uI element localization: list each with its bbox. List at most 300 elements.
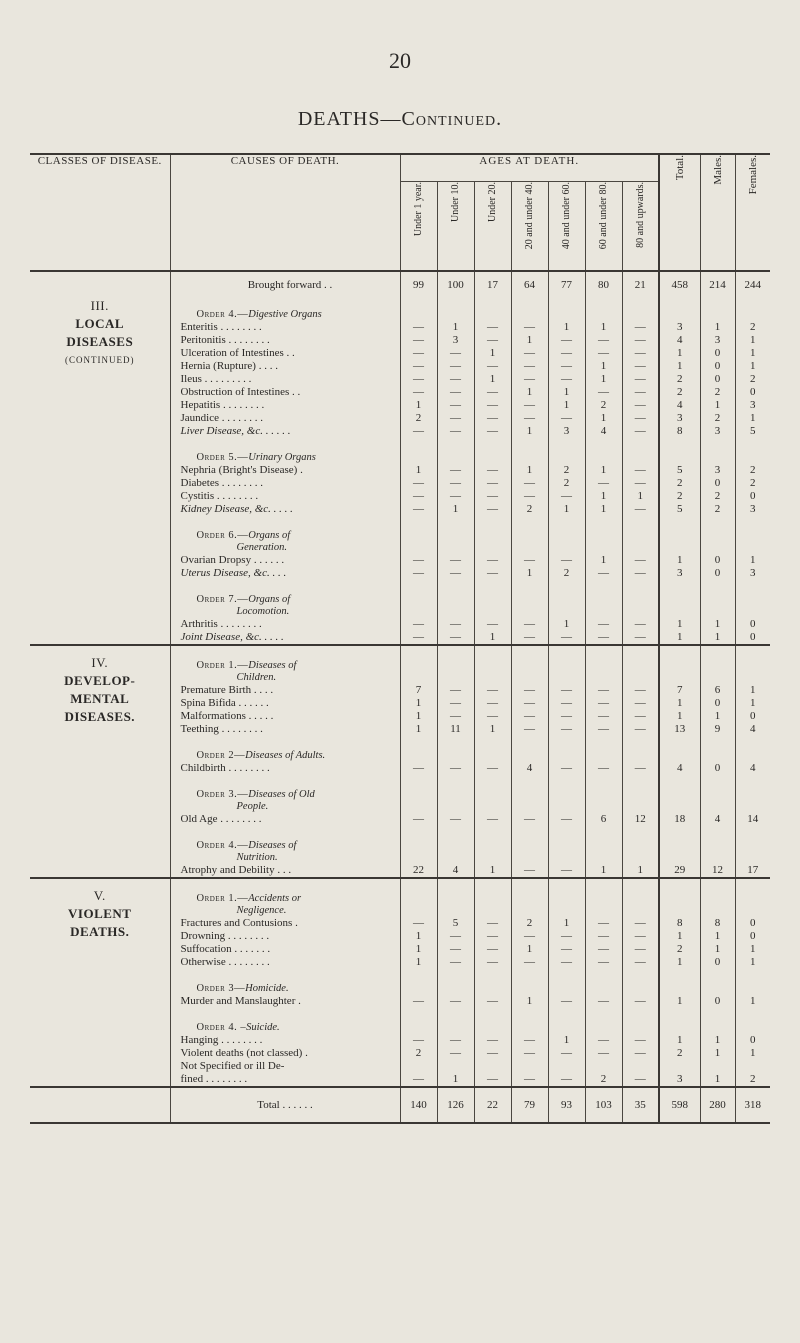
cause-of-death	[170, 631, 400, 645]
order-heading	[170, 516, 400, 554]
table-cell: —	[622, 930, 659, 943]
empty-cell	[511, 645, 548, 684]
class-numeral: III.	[90, 298, 109, 313]
page-title	[0, 108, 800, 131]
deaths-table	[30, 153, 770, 1124]
empty-cell	[400, 878, 437, 917]
table-cell: —	[437, 631, 474, 645]
table-cell: 1	[700, 710, 735, 723]
table-cell: 1	[548, 1034, 585, 1047]
header-causes: CAUSES OF DEATH.	[170, 154, 400, 271]
empty-cell	[511, 516, 548, 554]
table-cell: —	[622, 995, 659, 1008]
header-females	[735, 154, 770, 271]
table-cell: —	[511, 373, 548, 386]
table-cell: 0	[735, 631, 770, 645]
cause-of-death	[170, 930, 400, 943]
table-cell: 4	[659, 334, 700, 347]
table-cell: 2	[585, 399, 622, 412]
table-cell: 1	[585, 554, 622, 567]
empty-cell	[735, 580, 770, 618]
header-age-label: 80 and upwards.	[634, 182, 646, 248]
empty-cell	[659, 645, 700, 684]
table-cell: —	[511, 347, 548, 360]
order-name-cont: Generation.	[236, 542, 287, 553]
table-cell: 2	[548, 477, 585, 490]
order-number: Order 2—	[196, 750, 246, 761]
cause-of-death	[170, 956, 400, 969]
table-cell: 1	[659, 697, 700, 710]
empty-cell	[511, 736, 548, 762]
cause-of-death	[170, 864, 400, 878]
empty-cell	[659, 295, 700, 321]
table-cell: 1	[548, 399, 585, 412]
table-cell: 4	[700, 813, 735, 826]
cause-of-death	[170, 1047, 400, 1060]
table-cell: —	[585, 386, 622, 399]
empty-cell	[622, 969, 659, 995]
empty-cell	[548, 516, 585, 554]
brought-forward-row	[30, 271, 770, 295]
empty-cell	[437, 826, 474, 864]
empty-cell	[735, 516, 770, 554]
table-cell: 7	[400, 684, 437, 697]
table-cell: 0	[700, 995, 735, 1008]
empty-cell	[548, 878, 585, 917]
table-cell: 1	[548, 321, 585, 334]
table-cell: —	[548, 930, 585, 943]
header-females-text: Females.	[746, 155, 759, 195]
table-cell: —	[474, 995, 511, 1008]
table-cell: —	[474, 710, 511, 723]
table-cell: 1	[474, 373, 511, 386]
class-name-line: DEATHS.	[70, 924, 130, 939]
table-cell: 8	[659, 425, 700, 438]
table-cell: 29	[659, 864, 700, 878]
table-cell: 1	[400, 697, 437, 710]
table-cell: —	[622, 425, 659, 438]
table-cell: —	[474, 1034, 511, 1047]
cause-label: Diabetes . . . . . . . .	[180, 477, 263, 489]
table-cell: —	[474, 930, 511, 943]
empty-cell	[622, 736, 659, 762]
cause-of-death	[170, 321, 400, 334]
table-cell: 3	[735, 567, 770, 580]
header-age-col	[585, 182, 622, 272]
total-cell: 140	[400, 1087, 437, 1123]
header-age-col	[400, 182, 437, 272]
cause-of-death	[170, 386, 400, 399]
table-cell: 1	[511, 464, 548, 477]
order-number: Order 7.—	[196, 594, 249, 605]
table-cell: —	[585, 995, 622, 1008]
table-cell: —	[511, 1047, 548, 1060]
empty-cell	[700, 969, 735, 995]
empty-cell	[735, 1008, 770, 1034]
table-cell: —	[511, 710, 548, 723]
empty-cell	[437, 878, 474, 917]
table-cell: 2	[700, 490, 735, 503]
title-main: DEATHS—	[297, 108, 402, 130]
empty-cell	[700, 438, 735, 464]
page-number: 20	[389, 48, 411, 73]
table-cell: —	[437, 943, 474, 956]
table-cell: 1	[474, 631, 511, 645]
table-cell: —	[437, 399, 474, 412]
table-cell: 2	[548, 567, 585, 580]
table-cell: 2	[700, 386, 735, 399]
table-cell: 1	[700, 1034, 735, 1047]
empty-cell	[659, 969, 700, 995]
table-cell: —	[400, 1034, 437, 1047]
table-cell: 1	[548, 917, 585, 930]
empty-cell	[474, 826, 511, 864]
table-cell: 1	[511, 386, 548, 399]
table-cell: 1	[659, 347, 700, 360]
table-cell: —	[474, 334, 511, 347]
table-cell	[735, 1060, 770, 1073]
table-cell: —	[622, 347, 659, 360]
table-cell: 4	[735, 723, 770, 736]
cause-label: Enteritis . . . . . . . .	[180, 321, 262, 333]
empty-cell	[585, 1008, 622, 1034]
cause-label: Peritonitis . . . . . . . .	[180, 334, 270, 346]
empty-cell	[735, 878, 770, 917]
table-cell: 3	[735, 399, 770, 412]
table-cell: —	[511, 321, 548, 334]
table-cell: —	[622, 723, 659, 736]
table-cell: 1	[735, 943, 770, 956]
table-cell: —	[548, 347, 585, 360]
empty-cell	[437, 438, 474, 464]
empty-cell	[700, 775, 735, 813]
table-cell: —	[400, 503, 437, 516]
table-cell: —	[622, 943, 659, 956]
table-cell: —	[474, 477, 511, 490]
cause-of-death	[170, 490, 400, 503]
order-number: Order 3—	[196, 983, 246, 994]
class-sub: (CONTINUED)	[65, 355, 135, 365]
cause-label: Uterus Disease, &c. . . .	[180, 567, 287, 579]
table-cell: —	[400, 1073, 437, 1087]
table-cell: —	[511, 477, 548, 490]
table-cell: —	[400, 631, 437, 645]
table-cell: 1	[511, 995, 548, 1008]
table-cell: —	[437, 360, 474, 373]
empty-cell	[585, 580, 622, 618]
order-number: Order 4.—	[196, 309, 249, 320]
table-cell: —	[585, 762, 622, 775]
table-cell: 1	[735, 412, 770, 425]
empty-cell	[474, 438, 511, 464]
table-cell: 6	[700, 684, 735, 697]
table-cell: 1	[659, 995, 700, 1008]
table-cell: —	[437, 710, 474, 723]
table-cell: 1	[437, 321, 474, 334]
table-cell: 2	[659, 386, 700, 399]
table-cell: —	[622, 684, 659, 697]
table-cell: 1	[474, 864, 511, 878]
empty-cell	[511, 580, 548, 618]
class-name-line: MENTAL	[70, 691, 130, 706]
empty-cell	[622, 826, 659, 864]
table-cell: —	[474, 386, 511, 399]
table-cell: 2	[735, 1073, 770, 1087]
cause-of-death	[170, 412, 400, 425]
table-cell: —	[437, 386, 474, 399]
table-cell: —	[585, 684, 622, 697]
table-cell: 8	[700, 917, 735, 930]
header-age-col	[474, 182, 511, 272]
table-cell: 80	[585, 271, 622, 295]
cause-label: Joint Disease, &c. . . . .	[180, 631, 284, 643]
table-cell: 1	[585, 412, 622, 425]
table-cell: 1	[511, 943, 548, 956]
table-cell: —	[474, 360, 511, 373]
table-cell: —	[548, 490, 585, 503]
table-cell: —	[437, 477, 474, 490]
empty-cell	[700, 645, 735, 684]
cause-of-death	[170, 1034, 400, 1047]
table-cell: 4	[659, 762, 700, 775]
table-cell: 3	[659, 321, 700, 334]
table-cell: 0	[700, 697, 735, 710]
table-cell: 2	[700, 412, 735, 425]
empty-cell	[622, 438, 659, 464]
table-cell: —	[400, 490, 437, 503]
table-cell: 2	[511, 503, 548, 516]
cause-label: Liver Disease, &c. . . . . .	[180, 425, 291, 437]
table-cell: —	[474, 321, 511, 334]
table-cell: 100	[437, 271, 474, 295]
cause-label: Cystitis . . . . . . . .	[180, 490, 259, 502]
table-cell: —	[622, 386, 659, 399]
cause-label: Hanging . . . . . . . .	[180, 1034, 263, 1046]
table-cell: —	[437, 813, 474, 826]
total-cell: 35	[622, 1087, 659, 1123]
table-cell: —	[437, 567, 474, 580]
table-cell: —	[474, 813, 511, 826]
cause-of-death	[170, 554, 400, 567]
empty-cell	[474, 878, 511, 917]
empty-cell	[585, 736, 622, 762]
order-name: Diseases of	[248, 660, 297, 671]
class-of-disease	[30, 295, 170, 645]
cause-label: Childbirth . . . . . . . .	[180, 762, 270, 774]
order-heading	[170, 969, 400, 995]
cause-of-death	[170, 762, 400, 775]
empty-cell	[622, 1008, 659, 1034]
empty-cell	[548, 826, 585, 864]
empty-cell	[585, 295, 622, 321]
class-cell	[30, 271, 170, 295]
order-heading	[170, 295, 400, 321]
total-row	[30, 1087, 770, 1123]
header-age-label: 20 and under 40.	[524, 182, 535, 250]
table-cell: 244	[735, 271, 770, 295]
cause-label: Spina Bifida . . . . . .	[180, 697, 269, 709]
table-cell: —	[548, 995, 585, 1008]
cause-of-death	[170, 399, 400, 412]
cause-label: Murder and Manslaughter .	[180, 995, 301, 1007]
cause-label: Premature Birth . . . .	[180, 684, 274, 696]
table-cell: —	[622, 321, 659, 334]
order-number: Order 4.—	[196, 840, 249, 851]
empty-cell	[511, 878, 548, 917]
table-cell: 1	[700, 943, 735, 956]
table-cell: —	[474, 399, 511, 412]
table-cell: —	[400, 321, 437, 334]
class-numeral: V.	[93, 888, 106, 903]
total-cell: 22	[474, 1087, 511, 1123]
table-cell: —	[548, 684, 585, 697]
cause-label: Fractures and Contusions .	[180, 917, 298, 929]
table-cell: 1	[659, 360, 700, 373]
table-cell: 2	[548, 464, 585, 477]
table-cell: —	[437, 762, 474, 775]
table-cell: —	[585, 917, 622, 930]
table-cell: —	[437, 995, 474, 1008]
table-cell: 1	[400, 943, 437, 956]
empty-cell	[735, 826, 770, 864]
table-cell: 1	[400, 723, 437, 736]
cause-of-death	[170, 425, 400, 438]
header-age-label: 60 and under 80.	[598, 182, 609, 250]
header-age-label: Under 10.	[450, 182, 461, 222]
cause-of-death	[170, 360, 400, 373]
empty-cell	[548, 580, 585, 618]
empty-cell	[400, 295, 437, 321]
table-cell: 1	[511, 425, 548, 438]
empty-cell	[585, 969, 622, 995]
table-cell: —	[548, 956, 585, 969]
table-cell: —	[511, 1073, 548, 1087]
cause-of-death	[170, 618, 400, 631]
table-cell: —	[548, 697, 585, 710]
order-heading-row	[30, 878, 770, 917]
cause-of-death	[170, 723, 400, 736]
cause-label: Otherwise . . . . . . . .	[180, 956, 270, 968]
header-males	[700, 154, 735, 271]
table-cell: —	[585, 567, 622, 580]
table-cell: 4	[437, 864, 474, 878]
cause-of-death	[170, 697, 400, 710]
table-cell: 99	[400, 271, 437, 295]
table-cell: 1	[548, 618, 585, 631]
table-cell: 2	[585, 1073, 622, 1087]
table-cell: 2	[659, 373, 700, 386]
table-cell: —	[585, 631, 622, 645]
empty-cell	[659, 580, 700, 618]
header-age-label: Under 1 year.	[413, 182, 424, 237]
table-cell	[700, 1060, 735, 1073]
table-cell: —	[511, 930, 548, 943]
empty-cell	[511, 438, 548, 464]
table-cell: —	[622, 956, 659, 969]
table-cell: 1	[585, 503, 622, 516]
empty-cell	[437, 580, 474, 618]
empty-cell	[511, 969, 548, 995]
table-cell	[622, 1060, 659, 1073]
total-cell: 103	[585, 1087, 622, 1123]
empty-cell	[735, 775, 770, 813]
table-cell: —	[437, 554, 474, 567]
table-cell	[437, 1060, 474, 1073]
table-cell: 3	[735, 503, 770, 516]
empty-cell	[437, 645, 474, 684]
table-cell: 3	[700, 334, 735, 347]
order-heading-row	[30, 645, 770, 684]
table-cell: 1	[474, 723, 511, 736]
table-cell: 1	[659, 554, 700, 567]
table-cell: 0	[700, 360, 735, 373]
table-cell: —	[585, 710, 622, 723]
table-cell: —	[400, 386, 437, 399]
total-cell: 318	[735, 1087, 770, 1123]
table-cell: 0	[735, 490, 770, 503]
table-cell: —	[511, 723, 548, 736]
empty-cell	[474, 775, 511, 813]
table-cell: —	[622, 554, 659, 567]
table-cell: —	[622, 1073, 659, 1087]
cause-of-death	[170, 373, 400, 386]
cause-of-death	[170, 943, 400, 956]
empty-cell	[585, 516, 622, 554]
table-cell: —	[474, 618, 511, 631]
cause-label: Jaundice . . . . . . . .	[180, 412, 263, 424]
table-cell: 12	[700, 864, 735, 878]
cause-label: Teething . . . . . . . .	[180, 723, 263, 735]
table-cell: —	[474, 697, 511, 710]
table-cell: 1	[585, 321, 622, 334]
table-cell: 22	[400, 864, 437, 878]
table-cell: —	[511, 618, 548, 631]
table-cell: 2	[511, 917, 548, 930]
table-cell: —	[474, 956, 511, 969]
table-cell: 13	[659, 723, 700, 736]
order-heading	[170, 438, 400, 464]
order-number: Order 4. –	[196, 1022, 247, 1033]
order-name: Accidents or	[248, 893, 302, 904]
empty-cell	[511, 1008, 548, 1034]
table-cell: —	[585, 1034, 622, 1047]
empty-cell	[548, 295, 585, 321]
table-cell: 1	[585, 864, 622, 878]
table-cell: 1	[511, 567, 548, 580]
table-cell: 1	[585, 464, 622, 477]
empty-cell	[548, 736, 585, 762]
table-cell: 1	[659, 710, 700, 723]
class-name-line: DISEASES.	[64, 709, 136, 724]
table-cell: —	[474, 412, 511, 425]
cause-of-death	[170, 464, 400, 477]
table-cell: 0	[735, 1034, 770, 1047]
table-cell: 1	[735, 1047, 770, 1060]
cause-label: Drowning . . . . . . . .	[180, 930, 270, 942]
table-cell: 1	[400, 956, 437, 969]
table-cell: —	[400, 917, 437, 930]
table-cell: 14	[735, 813, 770, 826]
empty-cell	[474, 645, 511, 684]
table-cell: —	[622, 1034, 659, 1047]
table-cell: —	[400, 373, 437, 386]
table-cell: —	[585, 723, 622, 736]
table-cell: 2	[735, 464, 770, 477]
order-heading	[170, 736, 400, 762]
table-cell: —	[511, 864, 548, 878]
table-cell: 2	[700, 503, 735, 516]
table-cell: 1	[585, 373, 622, 386]
